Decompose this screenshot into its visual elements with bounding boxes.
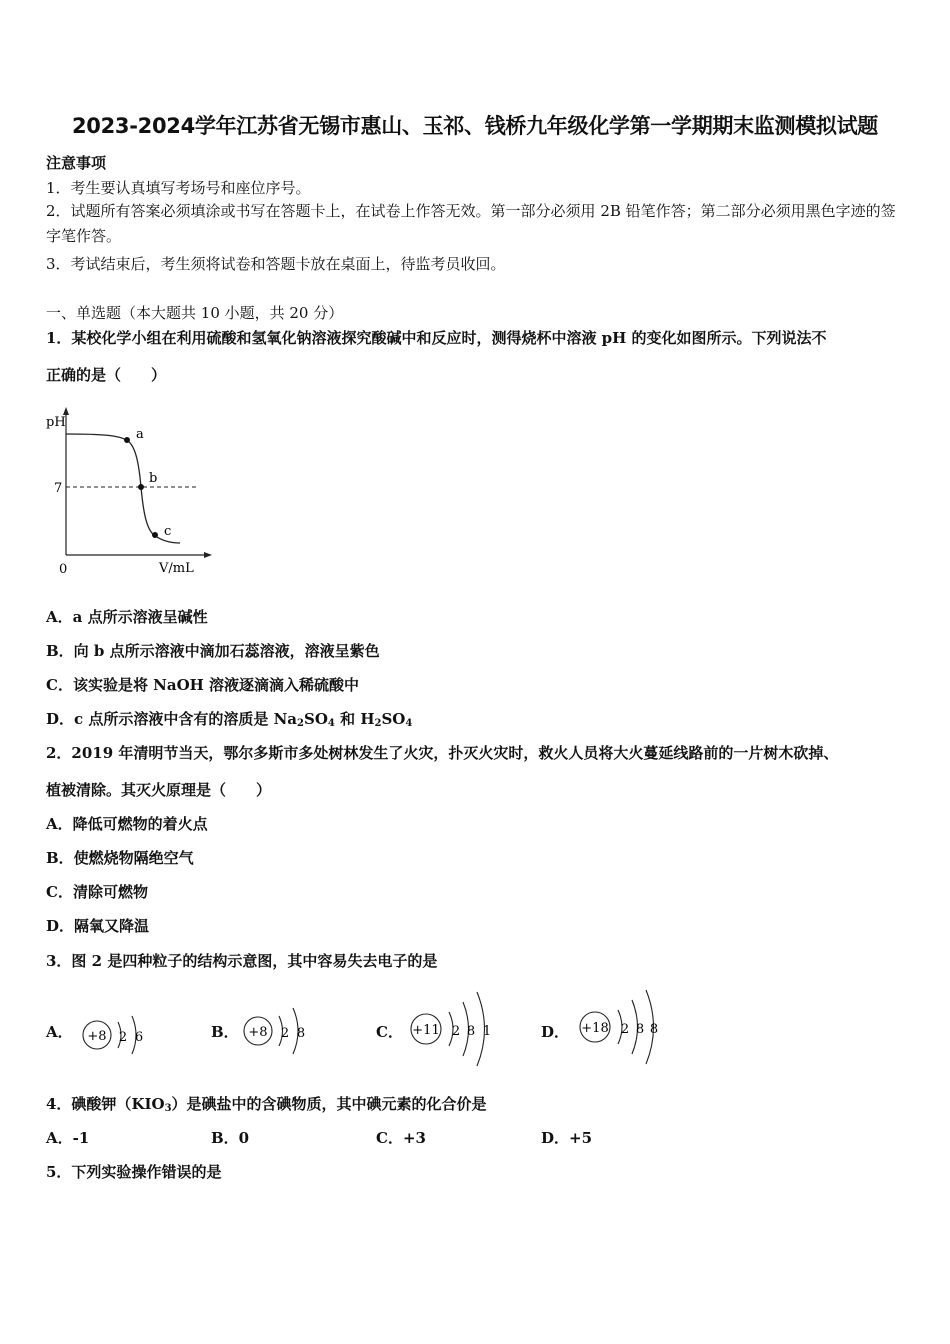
atom-diagram-b [238,994,318,1064]
q2-stem-line2: 植被清除。其灭火原理是（ ） [46,781,272,799]
y-axis-label: pH [46,415,66,430]
q1-option-d: D．c 点所示溶液中含有的溶质是 $Na_2SO_4$ 和 $H_2SO_4$ [46,710,413,729]
point-a-marker [124,437,130,443]
y-axis-arrow [63,407,69,415]
q2-option-c: C．清除可燃物 [46,883,148,901]
shell-electrons-1: 2 [118,1030,128,1045]
q4-stem: 4．碘酸钾$(KIO_3)$是碘盐中的含碘物质，其中碘元素的化合价是 [46,1095,487,1114]
point-c-label: c [164,524,172,539]
q3-option-c-label: C． [376,1023,403,1041]
shell-electrons-1: 2 [451,1024,461,1039]
q3-stem: 3．图 2 是四种粒子的结构示意图，其中容易失去电子的是 [46,952,438,970]
point-c-marker [152,532,158,538]
q1-option-c: C．该实验是将 NaOH 溶液逐滴滴入稀硫酸中 [46,676,360,694]
nucleus-charge: +11 [412,1023,440,1038]
exam-title: 2023-2024学年江苏省无锡市惠山、玉祁、钱桥九年级化学第一学期期末监测模拟试题 [71,114,878,138]
q1-stem-line1: 1．某校化学小组在利用硫酸和氢氧化钠溶液探究酸碱中和反应时，测得烧杯中溶液 pH 的变化如图所示。下列说法不 [46,329,827,347]
atom-diagram-d [574,980,674,1070]
q1-option-b: B．向 b 点所示溶液中滴加石蕊溶液，溶液呈紫色 [46,642,380,660]
shell-electrons-3: 1 [482,1024,492,1039]
q3-option-a-label: A． [46,1023,73,1041]
atom-diagram-c [405,986,505,1076]
shell-electrons-1: 2 [620,1022,630,1037]
point-b-label: b [149,471,158,486]
x-axis-arrow [204,552,212,558]
shell-electrons-2: 6 [134,1030,144,1045]
q1-stem-line2: 正确的是（ ） [46,366,167,384]
q2-option-a: A．降低可燃物的着火点 [46,815,208,833]
notice-item-2: 2．试题所有答案必须填涂或书写在答题卡上，在试卷上作答无效。第一部分必须用 2B 铅笔作答；第二部分必须用黑色字迹的签字笔作答。 [46,202,896,245]
notice-item-1: 1．考生要认真填写考场号和座位序号。 [46,179,311,197]
nucleus-charge: +8 [248,1025,268,1040]
shell-electrons-3: 8 [649,1022,659,1037]
q3-option-d-label: D． [541,1023,570,1041]
q2-stem-line1: 2．2019 年清明节当天，鄂尔多斯市多处树林发生了火灾，扑灭火灾时，救火人员将大火蔓延线路前的一片树木砍掉、 [46,744,839,762]
q4-option-b: B．0 [211,1129,250,1147]
y-tick-7: 7 [54,481,63,496]
q2-option-d: D．隔氧又降温 [46,917,150,935]
q3-option-b-label: B． [211,1023,239,1041]
shell-electrons-2: 8 [635,1022,645,1037]
q4-option-c: C．+3 [376,1129,426,1147]
point-b-marker [138,484,144,490]
origin-label: 0 [59,562,68,577]
x-axis-label: V/mL [159,561,194,576]
notice-heading: 注意事项 [46,154,107,172]
nucleus-charge: +8 [87,1029,107,1044]
q4-option-d: D．+5 [541,1129,593,1147]
shell-electrons-1: 2 [280,1026,290,1041]
shell-electrons-2: 8 [466,1024,476,1039]
notice-item-3: 3．考试结束后，考生须将试卷和答题卡放在桌面上，待监考员收回。 [46,255,506,273]
q5-stem: 5．下列实验操作错误的是 [46,1163,222,1181]
q4-option-a: A．-1 [46,1129,90,1147]
q1-option-a: A．a 点所示溶液呈碱性 [46,608,208,626]
ph-curve-graph [40,405,220,580]
shell-electrons-2: 8 [296,1026,306,1041]
nucleus-charge: +18 [581,1021,609,1036]
point-a-label: a [136,427,144,442]
ph-curve [66,434,180,543]
atom-diagram-a [78,998,158,1068]
q2-option-b: B．使燃烧物隔绝空气 [46,849,194,867]
section-heading: 一、单选题（本大题共 10 小题，共 20 分） [46,304,344,322]
